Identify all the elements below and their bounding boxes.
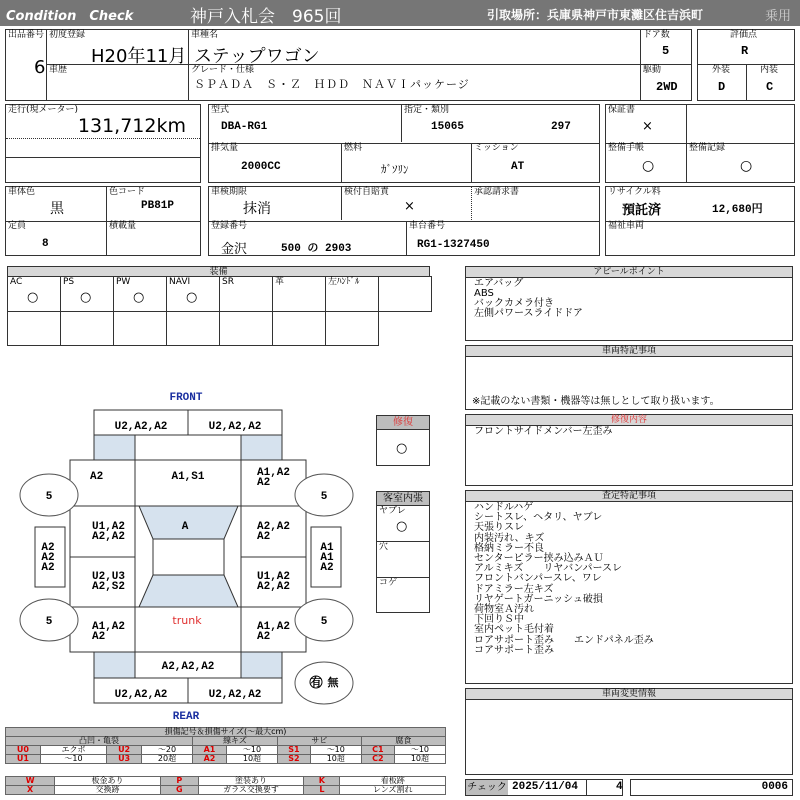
spare-tire-indicator [295, 662, 353, 704]
doors-label: ドア数 [643, 30, 670, 40]
cabin-burn-label: コゲ [379, 578, 398, 588]
notes-title: 車両特記事項 [466, 346, 792, 357]
equipment-label: 革 [275, 277, 285, 287]
maintenance-manual: ○ [642, 158, 655, 174]
appeal-title: アピールポイント [466, 267, 792, 278]
change-info-title: 車両変更情報 [466, 689, 792, 700]
first-reg-label: 初度登録 [49, 30, 86, 40]
cabin-hole-label: 穴 [379, 542, 389, 552]
legend-code: S2 [277, 755, 310, 764]
rear-right-door-damage: A2,A2 [257, 581, 291, 593]
repair-history-box [376, 415, 430, 466]
equipment-extra-cell [166, 311, 220, 346]
legend-meaning: 板金あり [55, 777, 161, 786]
check-code-box [630, 779, 793, 796]
front-left-fender-damage: A2 [90, 471, 104, 483]
recycle-fee: 12,680円 [712, 204, 763, 216]
equipment-value: ○ [27, 290, 39, 305]
capacity-label: 定員 [8, 221, 27, 231]
recycle-status: 預託済 [622, 203, 662, 218]
assessment-text: ハンドルハゲ シートスレ、ヘタリ、ヤブレ 天張りスレ 内装汚れ、キズ 格納ミラー不良 センターピラー挟み込みＡＵ アルミキズ リヤバンパースレ フロントバンパースレ、ワレ ドアミラー左キズ リヤゲートガーニッシュ破損 荷物室Ａ汚れ 下回りＳ中 室内ペット毛付着 ロアサポート歪み エンドパネル歪み コアサポート歪み [474, 502, 654, 656]
legend-code: S1 [277, 746, 310, 755]
grade-label: グレード・仕様 [191, 65, 255, 75]
equipment-AC [7, 276, 61, 312]
equipment-title: 装備 [7, 266, 430, 277]
registration-table [208, 186, 600, 256]
appeal-text: エアバッグ ABS バックカメラ付き 左側パワースライドドア [474, 278, 583, 319]
rear-window [139, 575, 238, 607]
front-right-door-damage: A2 [257, 531, 271, 543]
category-number: 297 [551, 121, 571, 133]
front-label: FRONT [169, 392, 203, 404]
recycle-label: リサイクル料 [608, 187, 661, 197]
interior-grade: C [766, 80, 774, 94]
check-label: チェック [467, 782, 507, 793]
auction-title: 神戸入札会 965回 [190, 7, 342, 27]
mileage: 131,712km [77, 115, 186, 137]
rear-left-quarter-damage: A1,A2 [92, 621, 126, 633]
legend-code: K [304, 777, 340, 786]
legend-code: U2 [107, 746, 142, 755]
rear-right-quarter-damage: A2 [257, 631, 271, 643]
pickup-location: 引取場所：兵庫県神戸市東灘区住吉浜町 [487, 8, 704, 22]
mission: AT [511, 161, 525, 173]
legend-code: P [160, 777, 198, 786]
assessment-title: 査定特記事項 [466, 491, 792, 502]
displacement-label: 排気量 [211, 143, 239, 153]
rear-left-quarter-damage: A2 [92, 631, 106, 643]
cabin-tear: ○ [396, 519, 408, 534]
legend-group: 凸凹・亀裂 [6, 737, 193, 746]
doors: 5 [662, 44, 670, 58]
load-label: 積載量 [109, 221, 137, 231]
spare-yes: 有 [310, 676, 322, 689]
damage-diagram [0, 385, 440, 725]
legend-meaning: 〜10 [40, 755, 107, 764]
equipment-label: PS [63, 277, 75, 287]
vehicle-category: 乗用 [765, 9, 792, 24]
equipment-label: SR [222, 277, 234, 287]
fuel: ｶﾞｿﾘﾝ [381, 163, 409, 176]
score-label: 評価点 [730, 30, 758, 40]
front-bumper-right: U2,A2,A2 [208, 421, 262, 433]
lot-label: 出品番号 [8, 30, 45, 40]
legend-code: U0 [6, 746, 41, 755]
equipment-label: PW [116, 277, 131, 287]
type-label: 型式 [211, 105, 230, 115]
windshield [139, 506, 238, 539]
rear-left-blank [94, 652, 135, 678]
legend-meaning: ガラス交換要す [198, 786, 304, 795]
legend-group: サビ [277, 737, 361, 746]
legend-meaning: 〜10 [226, 746, 277, 755]
legend-meaning: 〜20 [141, 746, 192, 755]
mission-label: ミッション [474, 143, 519, 153]
color-code: PB81P [141, 200, 175, 212]
rear-right-quarter-damage: A1,A2 [257, 621, 291, 633]
designation-label: 指定・類別 [404, 105, 450, 115]
equipment-extra-cell [219, 311, 273, 346]
check-date: 2025/11/04 [512, 781, 579, 793]
fuel-label: 燃料 [344, 143, 363, 153]
rear-panel: A2,A2,A2 [161, 661, 215, 673]
model-type: DBA-RG1 [221, 121, 268, 133]
equipment-革 [272, 276, 326, 312]
trunk-label: trunk [172, 614, 202, 627]
equipment-label: AC [10, 277, 23, 287]
legend-group: 線キズ [193, 737, 278, 746]
drive: 2WD [656, 80, 678, 94]
documents-table [605, 104, 795, 183]
legend-code: C2 [361, 755, 394, 764]
legend-code: L [304, 786, 340, 795]
warranty: × [642, 119, 653, 134]
left-sill-damage: A2 [41, 552, 55, 564]
left-sill-damage: A2 [41, 542, 55, 554]
equipment-PW [113, 276, 167, 312]
roof-damage: A [181, 521, 189, 533]
equipment-extra-cell [113, 311, 167, 346]
mileage-box [5, 104, 201, 183]
legend-title: 損傷記号＆損傷サイズ(〜最大cm) [6, 728, 446, 737]
legend-meaning: エクボ [40, 746, 107, 755]
legend-code: U3 [107, 755, 142, 764]
equipment-左ﾊﾝﾄﾞﾙ [325, 276, 379, 312]
maintenance-record: ○ [740, 158, 753, 174]
legend-meaning: 20超 [141, 755, 192, 764]
inspection-expiry: 抹消 [243, 201, 271, 217]
legend-meaning: 10超 [310, 755, 361, 764]
brand-title: Condition Check [6, 9, 134, 24]
color-code-label: 色コード [109, 187, 146, 197]
front-bumper-left: U2,A2,A2 [114, 421, 168, 433]
equipment-extra-cell [325, 311, 379, 346]
tire-rear-left-value: 5 [45, 616, 53, 628]
right-sill-damage: A1 [320, 542, 334, 554]
rear-left-door-damage: U2,U3 [92, 571, 126, 583]
right-sill-damage: A2 [320, 562, 334, 574]
legend-code: U1 [6, 755, 41, 764]
plate-number: 500 の 2903 [281, 243, 352, 255]
lot-number: 6 [34, 57, 46, 78]
legend-meaning: 10超 [394, 755, 445, 764]
equipment-PS [60, 276, 114, 312]
legend-code: G [160, 786, 198, 795]
legend-code: X [6, 786, 55, 795]
repair-content-title: 修復内容 [466, 415, 792, 426]
repair-content-text: フロントサイドメンバー左歪み [474, 426, 613, 437]
model-name-label: 車種名 [191, 30, 219, 40]
equipment-blank [378, 276, 432, 312]
exterior-grade: D [718, 80, 726, 94]
equipment-extra-cell [272, 311, 326, 346]
legend-meaning: 交換跡 [55, 786, 161, 795]
designation-number: 15065 [431, 121, 465, 133]
legend-meaning: レンズ割れ [340, 786, 446, 795]
change-info-panel [465, 688, 793, 775]
cabin-interior-box [376, 491, 430, 613]
repair-content-panel [465, 414, 793, 486]
front-left-blank [94, 435, 135, 460]
approval-label: 承認請求書 [474, 187, 520, 197]
rear-right-door-damage: U1,A2 [257, 571, 291, 583]
legend-code: C1 [361, 746, 394, 755]
legend-meaning: 10超 [226, 755, 277, 764]
spec-table [208, 104, 600, 183]
insurance-label: 検付自賠責 [344, 187, 390, 197]
score: R [741, 44, 749, 58]
legend-meaning: 看板跡 [340, 777, 446, 786]
damage-legend [5, 727, 446, 797]
plate-area: 金沢 [221, 242, 248, 257]
plate-label: 登録番号 [211, 221, 248, 231]
assessment-panel [465, 490, 793, 684]
equipment-SR [219, 276, 273, 312]
spare-no: 無 [327, 676, 339, 689]
history-label: 車歴 [49, 65, 68, 75]
insurance: × [404, 199, 415, 214]
hood-damage: A1,S1 [171, 471, 205, 483]
left-sill-damage: A2 [41, 562, 55, 574]
color-table [5, 186, 201, 256]
recycle-table [605, 186, 795, 256]
model-name: ステップワゴン [194, 46, 320, 67]
capacity: 8 [42, 238, 49, 250]
header-bar [0, 0, 800, 26]
vehicle-info-table [5, 29, 692, 101]
legend-group: 腐食 [361, 737, 445, 746]
legend-meaning: 〜10 [394, 746, 445, 755]
equipment-table [7, 266, 430, 346]
tire-front-left-value: 5 [45, 491, 53, 503]
notes-footer: ※記載のない書類・機器等は無しとして取り扱います。 [472, 396, 720, 407]
record-label: 整備記録 [689, 143, 726, 153]
welfare-label: 福祉車両 [608, 221, 645, 231]
equipment-extra-cell [60, 311, 114, 346]
rear-label: REAR [172, 711, 200, 723]
tire-rear-right-value: 5 [320, 616, 328, 628]
front-right-door-damage: A2,A2 [257, 521, 291, 533]
drive-label: 駆動 [643, 65, 662, 75]
front-left-door-damage: A2,A2 [92, 531, 126, 543]
equipment-extra-cell [7, 311, 61, 346]
equipment-value: ○ [186, 290, 198, 305]
legend-meaning: 〜10 [310, 746, 361, 755]
front-right-fender-damage: A1,A2 [257, 467, 291, 479]
inspection-label: 車検期限 [211, 187, 248, 197]
equipment-value: ○ [80, 290, 92, 305]
repair-history-value: ○ [396, 441, 408, 456]
front-right-fender-damage: A2 [257, 477, 271, 489]
exterior-label: 外装 [712, 65, 731, 75]
rear-bumper-right: U2,A2,A2 [208, 689, 262, 701]
interior-label: 内装 [760, 65, 779, 75]
equipment-label: NAVI [169, 277, 191, 287]
right-sill-damage: A1 [320, 552, 334, 564]
legend-meaning: 塗装あり [198, 777, 304, 786]
displacement: 2000CC [241, 161, 281, 173]
check-code: 0006 [761, 781, 788, 793]
equipment-value: ○ [133, 290, 145, 305]
vehicle-notes-panel [465, 345, 793, 410]
legend-code: A1 [193, 746, 227, 755]
legend-code: W [6, 777, 55, 786]
warranty-label: 保証書 [608, 105, 636, 115]
color-label: 車体色 [8, 187, 36, 197]
chassis-number: RG1-1327450 [417, 239, 490, 251]
equipment-NAVI [166, 276, 220, 312]
rear-bumper-left: U2,A2,A2 [114, 689, 168, 701]
rear-left-door-damage: A2,S2 [92, 581, 126, 593]
rear-right-blank [241, 652, 282, 678]
repair-history-title: 修復 [377, 416, 429, 430]
score-table [697, 29, 795, 101]
front-left-door-damage: U1,A2 [92, 521, 126, 533]
check-number: 4 [616, 781, 623, 793]
equipment-label: 左ﾊﾝﾄﾞﾙ [328, 277, 360, 287]
cabin-tear-label: ヤブレ [379, 506, 406, 516]
grade: ＳＰＡＤＡ Ｓ・Ｚ ＨＤＤ ＮＡＶＩパッケージ [194, 78, 470, 91]
first-registration: H20年11月 [91, 46, 187, 67]
body-color: 黒 [50, 201, 64, 217]
legend-code: A2 [193, 755, 227, 764]
front-right-blank [241, 435, 282, 460]
manual-label: 整備手帳 [608, 143, 645, 153]
appeal-panel [465, 266, 793, 341]
check-bar [465, 779, 623, 796]
mileage-label: 走行(現メーター) [8, 105, 79, 115]
tire-front-right-value: 5 [320, 491, 328, 503]
chassis-label: 車台番号 [409, 221, 446, 231]
cabin-title: 客室内張 [377, 492, 429, 506]
